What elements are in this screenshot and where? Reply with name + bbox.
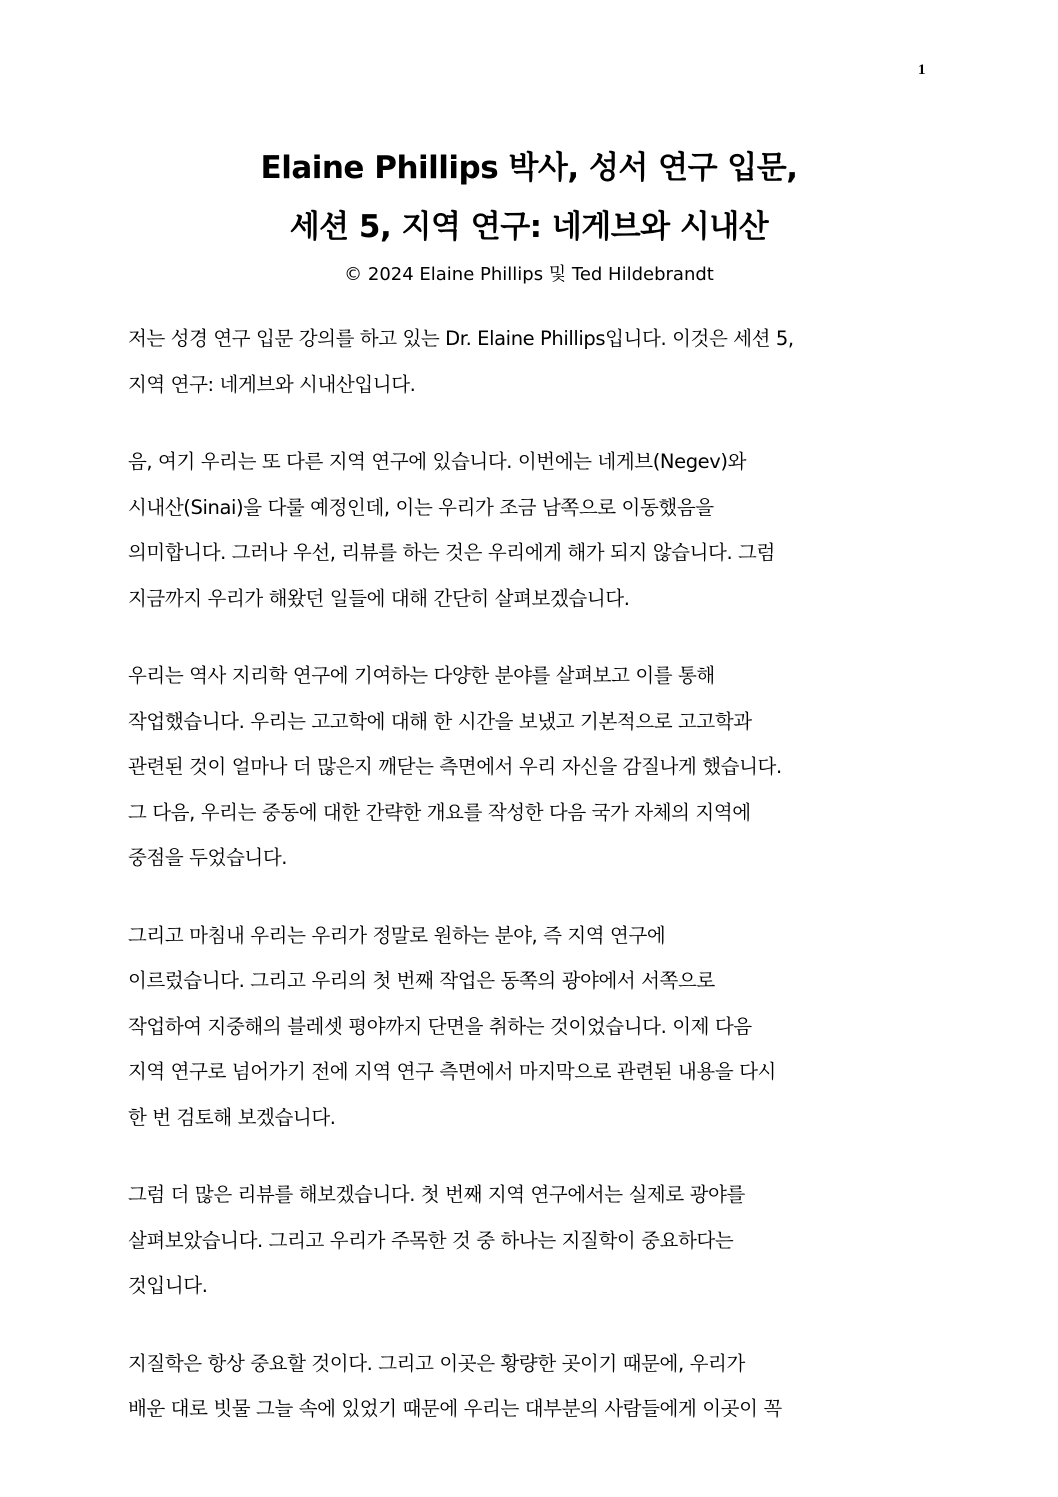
paragraph-5-line-2: 살펴보았습니다. 그리고 우리가 주목한 것 중 하나는 지질학이 중요하다는	[128, 1228, 734, 1252]
paragraph-4-line-4: 지역 연구로 넘어가기 전에 지역 연구 측면에서 마지막으로 관련된 내용을 다시	[128, 1060, 776, 1083]
document-title-line-1: Elaine Phillips 박사, 성서 연구 입문,	[260, 150, 798, 186]
paragraph-2-line-2: 시내산(Sinai)을 다룰 예정인데, 이는 우리가 조금 남쪽으로 이동했음을	[128, 495, 714, 519]
paragraph-2-line-4: 지금까지 우리가 해왔던 일들에 대해 간단히 살펴보겠습니다.	[128, 586, 630, 610]
paragraph-3-line-5: 중점을 두었습니다.	[128, 846, 288, 869]
copyright-notice: © 2024 Elaine Phillips 및 Ted Hildebrandt	[344, 264, 714, 285]
paragraph-3-line-2: 작업했습니다. 우리는 고고학에 대해 한 시간을 보냈고 기본적으로 고고학과	[128, 709, 752, 733]
paragraph-6-line-1: 지질학은 항상 중요할 것이다. 그리고 이곳은 황량한 곳이기 때문에, 우리가	[128, 1351, 745, 1375]
paragraph-4-line-2: 이르렀습니다. 그리고 우리의 첫 번째 작업은 동쪽의 광야에서 서쪽으로	[128, 969, 715, 992]
document-title-line-2: 세션 5, 지역 연구: 네게브와 시내산	[289, 209, 769, 245]
paragraph-4-line-3: 작업하여 지중해의 블레셋 평야까지 단면을 취하는 것이었습니다. 이제 다음	[128, 1014, 752, 1038]
paragraph-1-line-1: 저는 성경 연구 입문 강의를 하고 있는 Dr. Elaine Phillips입니다. 이것은 세션 5,	[128, 327, 794, 350]
paragraph-6-line-2: 배운 대로 빗물 그늘 속에 있었기 때문에 우리는 대부분의 사람들에게 이곳이 꼭	[128, 1397, 782, 1420]
paragraph-3-line-3: 관련된 것이 얼마나 더 많은지 깨닫는 측면에서 우리 자신을 감질나게 했습니다.	[128, 755, 782, 778]
page-number: 1	[918, 62, 926, 78]
paragraph-2-line-3: 의미합니다. 그러나 우선, 리뷰를 하는 것은 우리에게 해가 되지 않습니다. 그럼	[128, 541, 775, 564]
paragraph-5-line-3: 것입니다.	[128, 1274, 208, 1297]
paragraph-4-line-5: 한 번 검토해 보겠습니다.	[128, 1105, 336, 1129]
paragraph-3-line-1: 우리는 역사 지리학 연구에 기여하는 다양한 분야를 살펴보고 이를 통해	[128, 664, 715, 687]
paragraph-4-line-1: 그리고 마침내 우리는 우리가 정말로 원하는 분야, 즉 지역 연구에	[128, 923, 666, 947]
paragraph-2-line-1: 음, 여기 우리는 또 다른 지역 연구에 있습니다. 이번에는 네게브(Negev)와	[128, 450, 747, 473]
paragraph-1-line-2: 지역 연구: 네게브와 시내산입니다.	[128, 372, 416, 396]
paragraph-3-line-4: 그 다음, 우리는 중동에 대한 간략한 개요를 작성한 다음 국가 자체의 지역에	[128, 800, 751, 824]
paragraph-5-line-1: 그럼 더 많은 리뷰를 해보겠습니다. 첫 번째 지역 연구에서는 실제로 광야를	[128, 1183, 745, 1206]
